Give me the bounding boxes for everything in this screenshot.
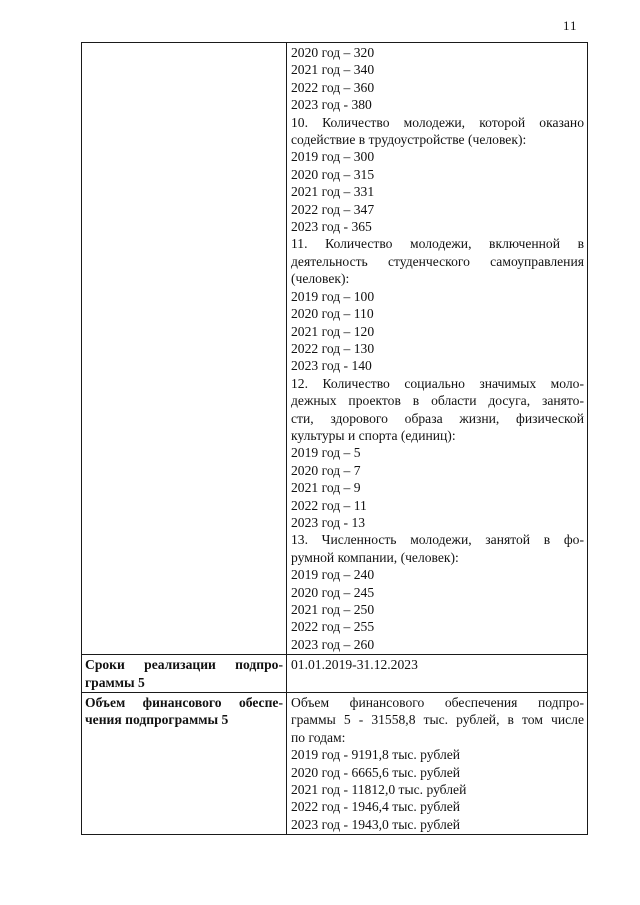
row-label-line: Сроки реализации подпро- (85, 657, 283, 673)
table-body (82, 43, 588, 835)
row-label (82, 655, 286, 692)
content-line: 2019 год – 100 (291, 288, 375, 304)
content-line: сти, здорового образа жизни, физической (291, 410, 584, 426)
row-label-line: Объем финансового обеспе- (85, 695, 283, 711)
content-line: 2020 год – 245 (291, 584, 375, 600)
content-line: 2019 год – 300 (291, 149, 375, 165)
content-line: 2019 год – 5 (291, 445, 361, 461)
row-content (287, 655, 587, 674)
passport-table (81, 42, 588, 835)
content-line: содействие в трудоустройстве (человек): (291, 132, 527, 148)
content-line: дежных проектов в области досуга, занято- (291, 393, 584, 409)
row-label-line: чения подпрограммы 5 (85, 712, 229, 728)
content-line: культуры и спорта (единиц): (291, 427, 456, 443)
content-line: 2020 год – 110 (291, 306, 374, 322)
table-row (82, 655, 588, 693)
content-line: 2022 год – 130 (291, 340, 375, 356)
row-label (82, 43, 286, 45)
content-line: 2020 год – 320 (291, 45, 375, 60)
content-line: 2023 год - 380 (291, 97, 372, 113)
content-line: румной компании, (человек): (291, 549, 459, 565)
row-content-cell (287, 43, 588, 655)
content-line: 2019 год - 9191,8 тыс. рублей (291, 747, 461, 763)
row-content-cell (287, 655, 588, 693)
content-line: 2023 год - 13 (291, 514, 366, 530)
content-line: 2022 год – 11 (291, 497, 367, 513)
content-line: 2021 год – 331 (291, 184, 375, 200)
row-label-cell (82, 43, 287, 655)
row-label-cell (82, 693, 287, 835)
content-line: 2022 год – 360 (291, 79, 375, 95)
row-label-cell (82, 655, 287, 693)
content-line: 12. Количество социально значимых моло- (291, 375, 584, 391)
content-line: 2021 год – 340 (291, 62, 375, 78)
content-line: деятельность студенческого самоуправления (291, 253, 584, 269)
row-content-cell (287, 693, 588, 835)
content-line: 11. Количество молодежи, включенной в (291, 236, 584, 252)
content-line: (человек): (291, 271, 350, 287)
content-line: 2020 год - 6665,6 тыс. рублей (291, 764, 461, 780)
content-line: 2020 год – 7 (291, 462, 361, 478)
content-line: 2022 год – 347 (291, 201, 375, 217)
page-number: 11 (563, 18, 578, 33)
content-line: 2019 год – 240 (291, 567, 375, 583)
row-label-line: граммы 5 (85, 674, 145, 690)
content-line: 2020 год – 315 (291, 166, 375, 182)
content-line: 2021 год – 120 (291, 323, 375, 339)
content-line: граммы 5 - 31558,8 тыс. рублей, в том числе (291, 712, 584, 728)
content-line: 2021 год - 11812,0 тыс. рублей (291, 782, 467, 798)
content-line: 2023 год – 260 (291, 636, 375, 652)
content-line: 01.01.2019-31.12.2023 (291, 657, 418, 673)
table-row (82, 43, 588, 655)
content-line: 2023 год - 1943,0 тыс. рублей (291, 816, 461, 832)
content-line: 2021 год – 9 (291, 480, 361, 496)
row-label (82, 693, 286, 730)
content-line: 2021 год – 250 (291, 602, 375, 617)
content-line: 2023 год - 365 (291, 219, 372, 235)
content-line: 10. Количество молодежи, которой оказано (291, 114, 584, 130)
content-line: 2023 год - 140 (291, 358, 372, 374)
content-line: Объем финансового обеспечения подпро- (291, 695, 584, 711)
table-row (82, 693, 588, 835)
content-line: по годам: (291, 729, 346, 745)
content-line: 2022 год – 255 (291, 619, 375, 635)
row-content (287, 693, 587, 834)
content-line: 13. Численность молодежи, занятой в фо- (291, 532, 584, 548)
content-line: 2022 год - 1946,4 тыс. рублей (291, 799, 461, 815)
row-content (287, 43, 587, 654)
